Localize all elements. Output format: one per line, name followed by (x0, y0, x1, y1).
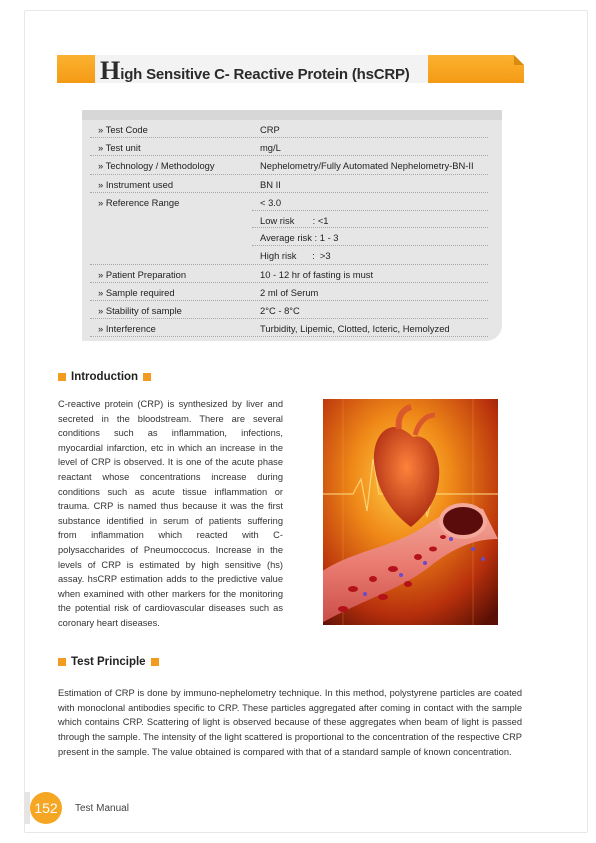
info-row-average-risk (252, 228, 488, 246)
test-principle-text: Estimation of CRP is done by immuno-nephelometry technique. In this method, polystyrene particles are coated with monoclonal antibodies specific to CRP. These particles aggregated after coming in contact with the sample which contains CRP. Scattering of light is observed because of these aggregates when beam of light is passed through the sample. The intensity of the light scattered is proportional to the concentration of the respective CRP present in the sample. The value obtained is compared with that of a standard sample of known concentration. (58, 688, 522, 757)
square-bullet-icon (143, 373, 151, 381)
info-label: » Stability of sample (98, 304, 182, 316)
info-label: » Test Code (98, 124, 148, 135)
info-label: » Sample required (98, 286, 175, 298)
info-row-low-risk (252, 210, 488, 228)
info-value: Turbidity, Lipemic, Clotted, Icteric, Hemolyzed (260, 323, 450, 335)
info-row-test-code (90, 120, 488, 138)
introduction-text: C-reactive protein (CRP) is synthesized by liver and secreted in the bloodstream. There are several conditions such as inflammation, infections, myocardial infarction, etc in which an increase in the level of CRP is observed. It is one of the acute phase reactant whose concentrations increase during conditions such as acute tissue inflammation or trauma. CRP is named thus because it was the first substance identified in serum of patients suffering from inflammation which reacted with C-polysaccharides of Pneumoccocus. Increase in the levels of CRP is estimated by high sensitive (hs) assay. hsCRP estimation adds to the predictive value when examined with other markers for the monitoring the potential risk of cardiovascular diseases such as coronary heart diseases. (58, 399, 283, 628)
title-left-tab (57, 55, 95, 83)
info-label: » Technology / Methodology (98, 160, 215, 172)
info-value: mg/L (260, 142, 281, 154)
info-row-interference (90, 319, 488, 337)
info-value: Nephelometry/Fully Automated Nephelometry-BN-II (260, 160, 474, 172)
section-title: Introduction (71, 371, 139, 383)
test-info-table (90, 120, 488, 337)
info-row-instrument (90, 175, 488, 193)
info-label: » Reference Range (98, 196, 180, 208)
info-label: » Interference (98, 323, 156, 335)
info-value: 2 ml of Serum (260, 286, 319, 298)
square-bullet-icon (58, 658, 66, 666)
info-value: < 3.0 (260, 196, 282, 208)
info-value: 2°C - 8°C (260, 304, 300, 316)
info-row-high-risk (90, 246, 488, 264)
title-right-tab (428, 55, 524, 83)
info-row-test-unit (90, 138, 488, 156)
info-value: Average risk : 1 - 3 (260, 232, 339, 244)
introduction-heading (58, 369, 151, 385)
info-row-stability (90, 301, 488, 319)
page-title (100, 56, 410, 86)
info-value: High risk : >3 (260, 250, 331, 262)
info-value: CRP (260, 124, 280, 135)
info-label: » Instrument used (98, 178, 174, 190)
footer-label: Test Manual (75, 803, 129, 814)
test-principle-heading (58, 654, 159, 670)
info-label: » Patient Preparation (98, 268, 187, 280)
info-value: Low risk : <1 (260, 214, 329, 226)
info-row-reference (90, 193, 488, 211)
page-number: 152 (30, 792, 62, 824)
square-bullet-icon (151, 658, 159, 666)
title-banner (57, 55, 524, 83)
page-fold-corner (514, 55, 524, 65)
info-value: 10 - 12 hr of fasting is must (260, 268, 374, 280)
info-label: » Test unit (98, 142, 141, 154)
info-row-technology (90, 156, 488, 174)
info-value: BN II (260, 178, 281, 190)
heart-artery-illustration (323, 399, 498, 625)
square-bullet-icon (58, 373, 66, 381)
title-initial: H (100, 56, 121, 85)
section-title: Test Principle (71, 656, 146, 668)
info-row-sample (90, 283, 488, 301)
title-rest: igh Sensitive C- Reactive Protein (hsCRP) (120, 66, 410, 83)
info-row-preparation (90, 265, 488, 283)
